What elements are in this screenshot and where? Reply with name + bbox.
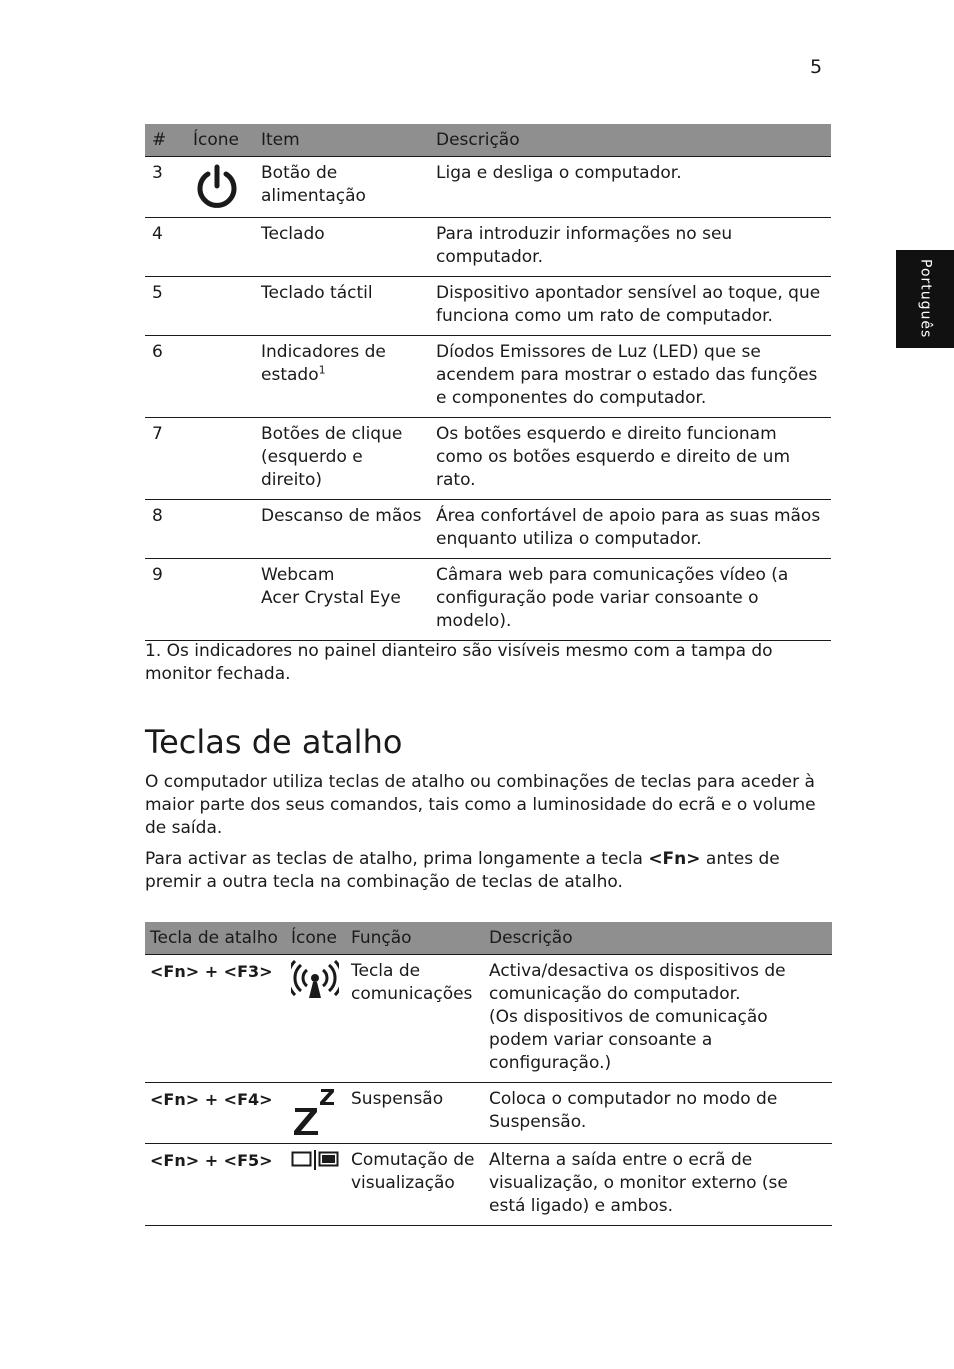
row-hotkey: <Fn> + <F4> bbox=[145, 1083, 286, 1144]
row-number: 7 bbox=[145, 418, 188, 500]
table-row bbox=[145, 1083, 832, 1144]
header-number: # bbox=[145, 124, 188, 157]
activation-paragraph bbox=[145, 848, 835, 894]
hotkeys-table bbox=[145, 922, 832, 1226]
row-icon-cell bbox=[188, 418, 256, 500]
row-item: Botão de alimentação bbox=[256, 157, 431, 218]
language-tab bbox=[896, 250, 954, 348]
row-number: 3 bbox=[145, 157, 188, 218]
row-function: Tecla de comunicações bbox=[346, 955, 484, 1083]
header-description: Descrição bbox=[484, 922, 832, 955]
table-row bbox=[145, 218, 831, 277]
row-description: Alterna a saída entre o ecrã de visualização, o monitor externo (se está ligado) e ambos. bbox=[484, 1144, 832, 1226]
row-description: Os botões esquerdo e direito funcionam como os botões esquerdo e direito de um rato. bbox=[431, 418, 831, 500]
row-description: Para introduzir informações no seu computador. bbox=[431, 218, 831, 277]
row-description: Activa/desactiva os dispositivos de comunicação do computador. bbox=[489, 961, 786, 1004]
row-hotkey: <Fn> + <F3> bbox=[145, 955, 286, 1083]
activation-text-b: antes de premir a outra tecla na combinação de teclas de atalho. bbox=[145, 849, 780, 892]
page-number: 5 bbox=[810, 56, 823, 78]
table-row bbox=[145, 559, 831, 641]
row-description: Díodos Emissores de Luz (LED) que se acendem para mostrar o estado das funções e componentes do computador. bbox=[431, 336, 831, 418]
intro-paragraph: O computador utiliza teclas de atalho ou combinações de teclas para aceder à maior parte dos seus comandos, tais como a luminosidade do ecrã e o volume de saída. bbox=[145, 772, 816, 838]
activation-text-a: Para activar as teclas de atalho, prima longamente a tecla bbox=[145, 849, 649, 869]
power-icon bbox=[194, 164, 240, 210]
table-header-row bbox=[145, 922, 832, 955]
table-row bbox=[145, 157, 831, 218]
table-row bbox=[145, 418, 831, 500]
table-row bbox=[145, 277, 831, 336]
row-icon-cell bbox=[188, 277, 256, 336]
row-icon-cell bbox=[286, 1144, 346, 1226]
footnote-marker: 1 bbox=[318, 363, 326, 377]
row-number: 6 bbox=[145, 336, 188, 418]
header-icon: Ícone bbox=[188, 124, 256, 157]
row-description: Câmara web para comunicações vídeo (a configuração pode variar consoante o modelo). bbox=[431, 559, 831, 641]
header-hotkey: Tecla de atalho bbox=[145, 922, 286, 955]
display-toggle-icon bbox=[291, 1149, 339, 1171]
row-icon-cell bbox=[286, 1083, 346, 1144]
header-item: Item bbox=[256, 124, 431, 157]
row-hotkey: <Fn> + <F5> bbox=[145, 1144, 286, 1226]
row-item: Descanso de mãos bbox=[256, 500, 431, 559]
row-item: Teclado bbox=[256, 218, 431, 277]
language-tab-label: Português bbox=[917, 259, 934, 339]
table-header-row bbox=[145, 124, 831, 157]
table-row bbox=[145, 336, 831, 418]
header-function: Função bbox=[346, 922, 484, 955]
row-icon-cell bbox=[188, 218, 256, 277]
row-number: 5 bbox=[145, 277, 188, 336]
row-icon-cell bbox=[188, 157, 256, 218]
table-row bbox=[145, 500, 831, 559]
row-item: Botões de clique (esquerdo e direito) bbox=[256, 418, 431, 500]
row-function: Suspensão bbox=[346, 1083, 484, 1144]
header-icon: Ícone bbox=[286, 922, 346, 955]
row-item: Teclado táctil bbox=[256, 277, 431, 336]
sleep-icon bbox=[291, 1088, 339, 1136]
row-description: Dispositivo apontador sensível ao toque, que funciona como um rato de computador. bbox=[431, 277, 831, 336]
row-item: Indicadores de estado bbox=[261, 342, 386, 385]
row-item-line1: Webcam bbox=[261, 565, 335, 585]
wireless-icon bbox=[291, 960, 339, 1000]
row-icon-cell bbox=[188, 559, 256, 641]
table-row bbox=[145, 955, 832, 1083]
row-item-cell bbox=[256, 559, 431, 641]
row-number: 9 bbox=[145, 559, 188, 641]
row-description: Coloca o computador no modo de Suspensão. bbox=[484, 1083, 832, 1144]
section-title: Teclas de atalho bbox=[145, 723, 403, 761]
row-number: 4 bbox=[145, 218, 188, 277]
row-number: 8 bbox=[145, 500, 188, 559]
header-description: Descrição bbox=[431, 124, 831, 157]
row-description-cell bbox=[484, 955, 832, 1083]
row-item-cell bbox=[256, 336, 431, 418]
footnote: 1. Os indicadores no painel dianteiro são visíveis mesmo com a tampa do monitor fechada. bbox=[145, 641, 773, 684]
row-icon-cell bbox=[286, 955, 346, 1083]
row-function: Comutação de visualização bbox=[346, 1144, 484, 1226]
table-row bbox=[145, 1144, 832, 1226]
row-icon-cell bbox=[188, 500, 256, 559]
fn-key-label: <Fn> bbox=[648, 849, 701, 869]
row-item-line2: Acer Crystal Eye bbox=[261, 588, 401, 608]
row-description-note: (Os dispositivos de comunicação podem variar consoante a configuração.) bbox=[489, 1007, 768, 1073]
row-description: Área confortável de apoio para as suas mãos enquanto utiliza o computador. bbox=[431, 500, 831, 559]
row-icon-cell bbox=[188, 336, 256, 418]
row-description: Liga e desliga o computador. bbox=[431, 157, 831, 218]
components-table bbox=[145, 124, 831, 641]
